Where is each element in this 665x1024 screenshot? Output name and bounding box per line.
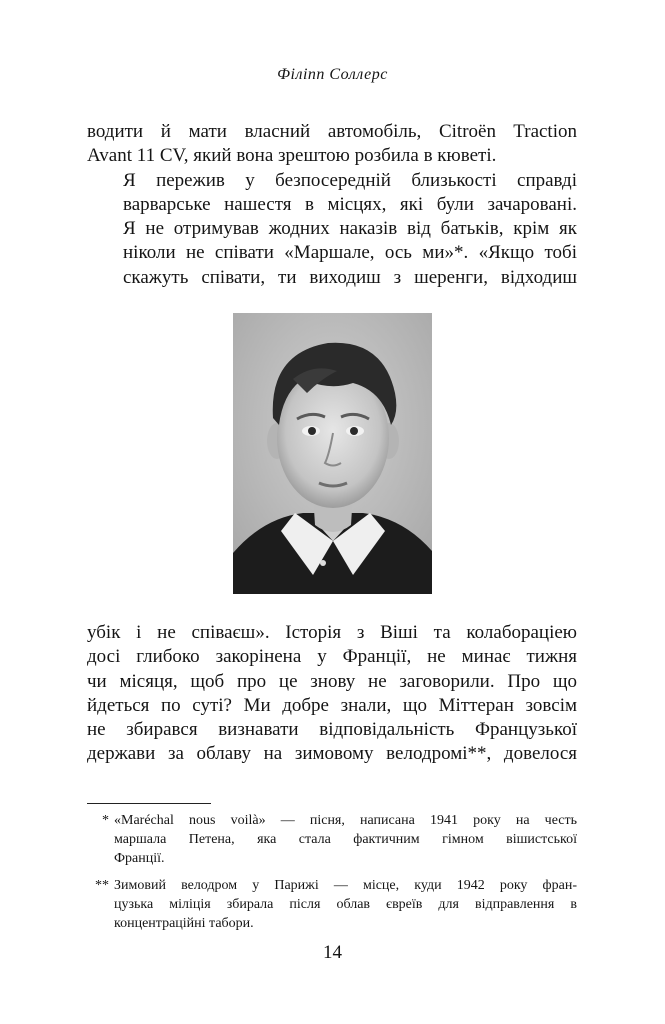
body-text-bottom <box>87 621 577 767</box>
running-head: Філіпп Соллерс <box>277 66 388 83</box>
footnote-line: концентраційні табори. <box>114 916 254 931</box>
portrait-photo <box>233 313 432 594</box>
footnote-line: Зимовий велодром у Парижі — місце, куди 1942 року фран- <box>114 878 577 893</box>
footnote-2 <box>87 876 577 933</box>
footnote-line: Франції. <box>114 851 165 866</box>
paragraph-continuation <box>87 120 577 169</box>
text-line: досі глибоко закорінена у Франції, не минає тижня <box>87 646 577 668</box>
footnote-mark: ** <box>95 878 109 893</box>
footnote-line: цузька міліція збирала після облав євреїв для відправлення в <box>114 897 577 912</box>
footnote-text <box>114 811 577 868</box>
text-line: скажуть співати, ти виходиш з шеренги, відходиш <box>123 266 577 288</box>
footnote-text <box>114 876 577 933</box>
body-text-top <box>87 120 577 290</box>
text-line: Avant 11 CV, який вона зрештою розбила в кюветі. <box>87 145 497 167</box>
footnote-mark: * <box>102 813 109 828</box>
text-line: держави за облаву на зимовому велодромі**, довелося <box>87 743 577 765</box>
text-line: не збирався визнавати відповідальність Французької <box>87 719 577 741</box>
text-line: ніколи не співати «Маршале, ось ми»*. «Якщо тобі <box>123 242 577 264</box>
page-number: 14 <box>323 942 342 963</box>
text-line: Я пережив у безпосередній близькості справді <box>123 169 577 191</box>
text-line: варварське нашестя в місцях, які були зачаровані. <box>123 193 577 215</box>
paragraph-continued <box>87 621 577 767</box>
paragraph-second <box>87 169 577 290</box>
text-line: йдеться по суті? Ми добре знали, що Міттеран зовсім <box>87 694 577 716</box>
text-line: чи місяця, щоб про це знову не заговорили. Про що <box>87 670 577 692</box>
footnote-separator <box>87 803 211 804</box>
footnote-line: «Maréchal nous voilà» — пісня, написана 1941 року на честь <box>114 813 577 828</box>
text-line: Я не отримував жодних наказів від батьків, крім як <box>123 218 577 240</box>
text-line: убік і не співаєш». Історія з Віші та колабораціею <box>87 622 577 643</box>
footnote-line: маршала Петена, яка стала фактичним гімном вішистської <box>114 832 577 847</box>
text-line: водити й мати власний автомобіль, Citroën Traction <box>87 121 577 142</box>
boy-portrait-image <box>233 313 432 594</box>
footnote-1 <box>87 811 577 868</box>
